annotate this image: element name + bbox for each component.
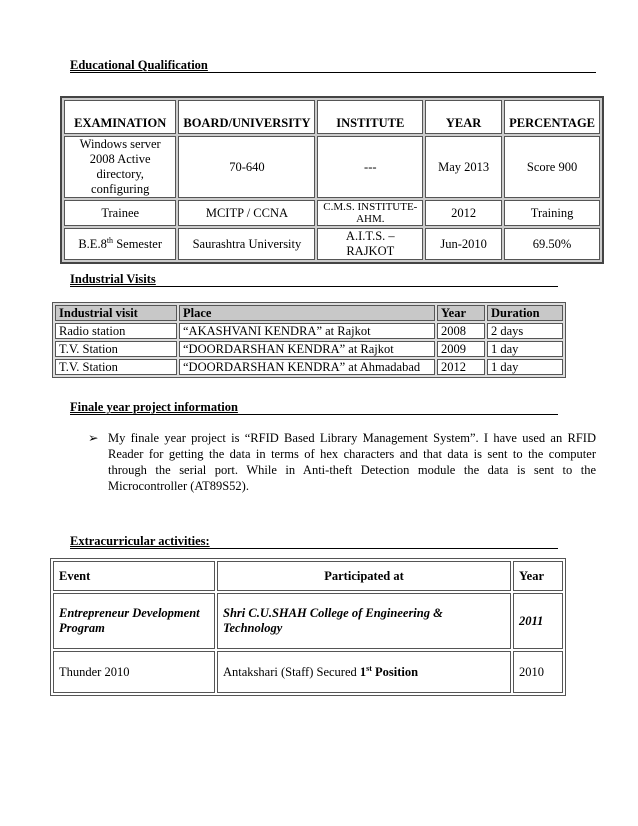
cell-participated-at [217, 651, 511, 693]
cell-institute: --- [317, 136, 423, 198]
place-rank: 1 [359, 665, 367, 680]
column-header: EXAMINATION [64, 100, 176, 134]
project-bullet [88, 430, 596, 494]
visits-heading: Industrial Visits [70, 272, 558, 287]
cell-year: May 2013 [425, 136, 502, 198]
table-row [64, 228, 600, 260]
cell-visit: T.V. Station [55, 359, 177, 375]
cell-year: 2008 [437, 323, 485, 339]
cell-event: Thunder 2010 [53, 651, 215, 693]
visits-table [52, 302, 566, 378]
cell-percentage: Training [504, 200, 600, 226]
extracurricular-heading: Extracurricular activities: [70, 534, 558, 549]
table-row [55, 359, 563, 375]
table-row [53, 651, 563, 693]
cell-visit: T.V. Station [55, 341, 177, 357]
table-header-row [53, 561, 563, 591]
cell-institute: C.M.S. INSTITUTE- AHM. [317, 200, 423, 226]
exam-superscript: th [106, 235, 114, 245]
exam-text: B.E.8 [78, 237, 107, 252]
project-description: My finale year project is “RFID Based Library Management System”. I have used an RFID Reader for getting the data in terms of hex characters and that data is sent to the computer through the serial port. While in Anti-theft Detection module the data is sent to the Microcontroller (AT89S52). [108, 431, 596, 493]
cell-percentage: 69.50% [504, 228, 600, 260]
cell-duration: 1 day [487, 359, 563, 375]
column-header: Year [437, 305, 485, 321]
cell-visit: Radio station [55, 323, 177, 339]
place-text: Antakshari (Staff) Secured [223, 665, 360, 680]
column-header: INSTITUTE [317, 100, 423, 134]
place-position: Position [371, 665, 419, 680]
column-header: Duration [487, 305, 563, 321]
cell-participated-at: Shri C.U.SHAH College of Engineering & Technology [217, 593, 511, 649]
cell-year: 2012 [425, 200, 502, 226]
cell-board: 70-640 [178, 136, 315, 198]
cell-year: 2012 [437, 359, 485, 375]
cell-year: Jun-2010 [425, 228, 502, 260]
education-table [60, 96, 604, 264]
place-superscript: st [366, 663, 372, 673]
project-heading: Finale year project information [70, 400, 558, 415]
extracurricular-table [50, 558, 566, 696]
table-row [53, 593, 563, 649]
column-header: Event [53, 561, 215, 591]
cell-exam: Trainee [64, 200, 176, 226]
cell-year: 2011 [513, 593, 563, 649]
table-header-row [55, 305, 563, 321]
cell-exam [64, 228, 176, 260]
column-header: Industrial visit [55, 305, 177, 321]
cell-duration: 1 day [487, 341, 563, 357]
cell-year: 2010 [513, 651, 563, 693]
exam-text-suffix: Semester [113, 237, 163, 252]
cell-year: 2009 [437, 341, 485, 357]
cell-event: Entrepreneur Development Program [53, 593, 215, 649]
column-header: BOARD/UNIVERSITY [178, 100, 315, 134]
table-row [55, 323, 563, 339]
table-row [64, 200, 600, 226]
column-header: Year [513, 561, 563, 591]
table-row [64, 136, 600, 198]
column-header: Place [179, 305, 435, 321]
column-header: YEAR [425, 100, 502, 134]
cell-percentage: Score 900 [504, 136, 600, 198]
cell-institute: A.I.T.S. – RAJKOT [317, 228, 423, 260]
table-header-row [64, 100, 600, 134]
cell-exam: Windows server 2008 Active directory, configuring [64, 136, 176, 198]
arrow-bullet-icon: ➢ [88, 431, 99, 445]
cell-place: “AKASHVANI KENDRA” at Rajkot [179, 323, 435, 339]
cell-board: MCITP / CCNA [178, 200, 315, 226]
cell-place: “DOORDARSHAN KENDRA” at Ahmadabad [179, 359, 435, 375]
cell-duration: 2 days [487, 323, 563, 339]
cell-board: Saurashtra University [178, 228, 315, 260]
education-heading: Educational Qualification [70, 58, 596, 73]
column-header: Participated at [217, 561, 511, 591]
column-header: PERCENTAGE [504, 100, 600, 134]
table-row [55, 341, 563, 357]
cell-place: “DOORDARSHAN KENDRA” at Rajkot [179, 341, 435, 357]
